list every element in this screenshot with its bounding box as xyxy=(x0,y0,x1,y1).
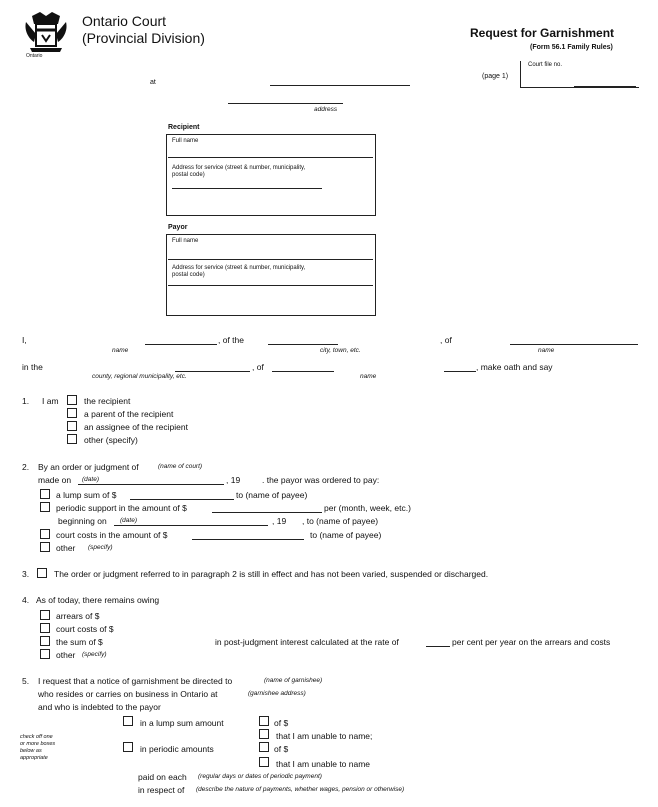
para4-other: other xyxy=(56,650,76,660)
para5-line2-hint: (garnishee address) xyxy=(248,690,306,697)
form-number: (Form 56.1 Family Rules) xyxy=(530,44,613,51)
court-file-label: Court file no. xyxy=(528,62,563,68)
at-label: at xyxy=(150,79,156,86)
para2-other-hint: (specify) xyxy=(88,544,113,551)
para1-number: 1. xyxy=(22,396,30,406)
lump-sum-amount-checkbox[interactable] xyxy=(123,716,133,726)
para1-option-assignee: an assignee of the recipient xyxy=(84,422,188,432)
lump-known-amount-checkbox[interactable] xyxy=(259,716,269,726)
recipient-postal-label: postal code) xyxy=(172,172,205,178)
para5-payable: paid on each xyxy=(138,772,187,782)
recipient-address-field[interactable] xyxy=(172,188,322,189)
oath-in-the: in the xyxy=(22,362,43,372)
oath-extra-field[interactable] xyxy=(444,371,476,372)
para5-line1-hint: (name of garnishee) xyxy=(264,677,323,684)
periodic-known-amount-checkbox[interactable] xyxy=(259,742,269,752)
para4-costs-checkbox[interactable] xyxy=(40,623,50,633)
para5-line1: I request that a notice of garnishment be directed to xyxy=(38,676,233,686)
para4-per-cent: per cent per year on the arrears and costs xyxy=(452,637,611,647)
para2-other: other xyxy=(56,543,76,553)
lump-sum-amount-field[interactable] xyxy=(130,499,234,500)
recipient-name-field[interactable] xyxy=(168,157,373,158)
ontario-caption: Ontario xyxy=(26,53,43,59)
para5-line3: and who is indebted to the payor xyxy=(38,702,161,712)
order-date-field[interactable] xyxy=(78,484,224,485)
para4-other-hint: (specify) xyxy=(82,651,107,658)
court-costs-amount-field[interactable] xyxy=(192,539,304,540)
recipient-checkbox[interactable] xyxy=(67,395,77,405)
oath-name-caption-2: name xyxy=(538,347,555,354)
para1-option-recipient: the recipient xyxy=(84,396,131,406)
arrears-checkbox[interactable] xyxy=(40,610,50,620)
oath-of-the: , of the xyxy=(218,335,244,345)
para5-number: 5. xyxy=(22,676,30,686)
lump-unable-checkbox[interactable] xyxy=(259,729,269,739)
para5-lump-label: in a lump sum amount xyxy=(140,718,224,728)
court-file-number-field[interactable] xyxy=(574,86,636,87)
deponent-municipality-field[interactable] xyxy=(510,344,638,345)
para2-other-checkbox[interactable] xyxy=(40,542,50,552)
court-name-line1: Ontario Court xyxy=(82,13,167,29)
address-caption: address xyxy=(314,106,338,113)
interest-rate-field[interactable] xyxy=(426,646,450,647)
para5-payable-hint: (regular days or dates of periodic payment) xyxy=(198,773,322,780)
oath-county-caption: county, regional municipality, etc. xyxy=(92,373,187,380)
recipient-address-label: Address for service (street & number, municipality, xyxy=(172,165,306,171)
para4-costs: court costs of $ xyxy=(56,624,114,634)
para5-line2: who resides or carries on business in Ontario at xyxy=(38,689,218,699)
para2-made-on: made on xyxy=(38,475,72,485)
periodic-amount-field[interactable] xyxy=(212,512,322,513)
para2-to-payee: to (name of payee) xyxy=(236,490,308,500)
page-label: (page 1) xyxy=(482,73,509,80)
periodic-support-checkbox[interactable] xyxy=(40,502,50,512)
payor-name-label: Full name xyxy=(172,238,199,244)
court-name-line2: (Provincial Division) xyxy=(82,30,205,46)
recipient-heading: Recipient xyxy=(168,124,200,131)
oath-city-caption: city, town, etc. xyxy=(320,347,361,354)
payor-address-label: Address for service (street & number, municipality, xyxy=(172,265,306,271)
para3-number: 3. xyxy=(22,569,30,579)
para5-of-dollar: of $ xyxy=(274,718,289,728)
beginning-date-field[interactable] xyxy=(114,525,268,526)
para1-i-am: I am xyxy=(42,396,59,406)
oath-i-label: I, xyxy=(22,335,27,345)
recipient-name-label: Full name xyxy=(172,138,199,144)
periodic-unable-checkbox[interactable] xyxy=(259,757,269,767)
para5-of-dollar-2: of $ xyxy=(274,744,289,754)
periodic-amounts-checkbox[interactable] xyxy=(123,742,133,752)
parent-checkbox[interactable] xyxy=(67,408,77,418)
assignee-checkbox[interactable] xyxy=(67,421,77,431)
para5-side-note: check off one or more boxes below as appropriate xyxy=(20,734,56,761)
para2-lump-sum: a lump sum of $ xyxy=(56,490,117,500)
para5-in-respect: in respect of xyxy=(138,785,185,795)
para2-ordered: . the payor was ordered to pay: xyxy=(262,475,380,485)
para5-unable-line: that I am unable to name; xyxy=(276,731,373,741)
para4-arrears: arrears of $ xyxy=(56,611,100,621)
para2-to-payee-3: to (name of payee) xyxy=(310,530,382,540)
deponent-name-field[interactable] xyxy=(145,344,217,345)
payor-postal-label: postal code) xyxy=(172,272,205,278)
para5-periodic-label: in periodic amounts xyxy=(140,744,214,754)
para4-intro: As of today, there remains owing xyxy=(36,595,160,605)
para2-per: per (month, week, etc.) xyxy=(324,503,411,513)
interest-checkbox[interactable] xyxy=(40,636,50,646)
para2-to-payee-2: , to (name of payee) xyxy=(302,516,379,526)
para2-date-hint: (date) xyxy=(82,476,99,483)
para4-sum-of: the sum of $ xyxy=(56,637,103,647)
lump-sum-checkbox[interactable] xyxy=(40,489,50,499)
para5-unable-line-2: that I am unable to name xyxy=(276,759,371,769)
para4-other-checkbox[interactable] xyxy=(40,649,50,659)
other-checkbox[interactable] xyxy=(67,434,77,444)
deponent-county-field[interactable] xyxy=(175,371,250,372)
para2-intro-hint: (name of court) xyxy=(158,463,203,470)
oath-of: , of xyxy=(440,335,452,345)
para3-text: The order or judgment referred to in paragraph 2 is still in effect and has not been varied, suspended or discharged. xyxy=(54,569,489,579)
form-title: Request for Garnishment xyxy=(470,26,615,40)
oath-of-2: , of xyxy=(252,362,264,372)
para2-beginning: beginning on xyxy=(58,516,107,526)
para2-begin-date-hint: (date) xyxy=(120,517,137,524)
para1-option-other: other (specify) xyxy=(84,435,138,445)
para2-intro: By an order or judgment of xyxy=(38,462,139,472)
para2-year-2: , 19 xyxy=(272,516,287,526)
para4-number: 4. xyxy=(22,595,30,605)
oath-make-oath: , make oath and say xyxy=(476,362,553,372)
deponent-city-field[interactable] xyxy=(268,344,338,345)
court-location-field[interactable] xyxy=(270,85,410,86)
para2-year: , 19 xyxy=(226,475,241,485)
payor-heading: Payor xyxy=(168,224,188,231)
oath-name-caption-3: name xyxy=(360,373,377,380)
para1-option-parent: a parent of the recipient xyxy=(84,409,174,419)
payor-name-field[interactable] xyxy=(168,259,373,260)
deponent-county-name-field[interactable] xyxy=(272,371,334,372)
para2-court-costs: court costs in the amount of $ xyxy=(56,530,168,540)
ontario-coat-of-arms-icon xyxy=(22,8,70,56)
oath-name-caption: name xyxy=(112,347,129,354)
para3-checkbox[interactable] xyxy=(37,568,47,578)
payor-address-field[interactable] xyxy=(168,285,373,286)
court-costs-checkbox[interactable] xyxy=(40,529,50,539)
para2-number: 2. xyxy=(22,462,30,472)
para5-in-respect-hint: (describe the nature of payments, whether wages, pension or otherwise) xyxy=(196,786,405,793)
para2-periodic: periodic support in the amount of $ xyxy=(56,503,187,513)
court-address-field[interactable] xyxy=(228,103,343,104)
para4-interest: in post-judgment interest calculated at the rate of xyxy=(215,637,399,647)
